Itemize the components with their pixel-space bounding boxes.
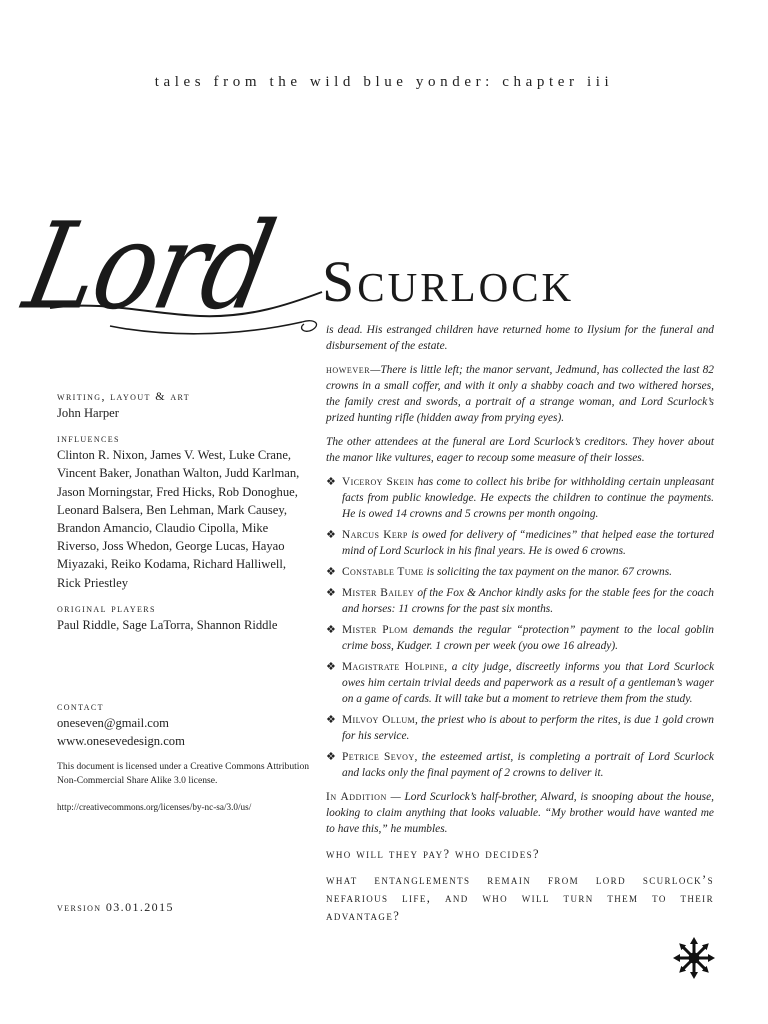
in-addition-text: — Lord Scurlock’s half-brother, Alward, is snooping about the house, looking to claim anything that looks valuable. “My brother would have wanted me to have this,” he mumbles. [326,791,714,835]
however-lead: however [326,364,371,376]
fleuron-icon: ❖ [326,566,336,578]
creditor-text: , the priest who is about to perform the rites, is due 1 gold crown for his service. [342,714,714,742]
contact-heading: contact [57,699,104,713]
list-item [326,585,714,617]
in-addition-lead: In Addition [326,791,387,803]
contact-section [57,698,317,817]
influences-body: Clinton R. Nixon, James V. West, Luke Crane, Vincent Baker, Jonathan Walton, Judd Karlman, Jason Morningstar, Fred Hicks, Rob Donoghue, Leonard Balsera, Ben Lehman, Mark Causey, Brandon Amancio, Claudio Cipolla, Mike Riverso, Joss Whedon, George Lucas, Hayao Miyazaki, Reiko Kodama, Richard Halliwell, Rick Priestley [57,448,300,590]
main-text [326,322,714,933]
fleuron-icon: ❖ [326,714,336,726]
chaos-star-icon [672,936,716,980]
list-item [326,749,714,781]
credits-column [57,388,307,642]
players-body: Paul Riddle, Sage LaTorra, Shannon Riddle [57,617,278,632]
license-link[interactable]: http://creativecommons.org/licenses/by-nc-sa/3.0/us/ [57,802,252,813]
influences-heading: influences [57,431,120,446]
creditor-name: Mister Bailey [342,587,415,599]
however-text: —There is little left; the manor servant, Jedmund, has collected the last 82 crowns in a small coffer, and with it only a shabby coach and two withered horses, the family crest and swords, a portrait of a strange woman, and Lord Scurlock’s prized hunting rifle (hidden away from prying eyes). [326,364,714,424]
however-paragraph [326,362,714,426]
creditor-text: is owed for delivery of “medicines” that helped ease the tortured mind of Lord Scurlock in his final years. He is owed 6 crowns. [342,529,714,557]
question-1: who will they pay? who decides? [326,847,540,861]
list-item [326,564,714,580]
fleuron-icon: ❖ [326,624,336,636]
creditor-name: Narcus Kerp [342,529,408,541]
list-item [326,622,714,654]
list-item [326,527,714,559]
question-2: what entanglements remain from lord scurlock’s nefarious life, and who will turn them to their advantage? [326,873,714,923]
writing-body: John Harper [57,406,119,420]
creditor-name: Magistrate Holpine [342,661,445,673]
license-text: This document is licensed under a Creative Commons Attribution Non-Commercial Share Alike 3.0 license. [57,761,310,787]
creditor-name: Milvoy Ollum [342,714,416,726]
fleuron-icon: ❖ [326,587,336,599]
creditor-text: , the esteemed artist, is completing a portrait of Lord Scurlock and lacks only the final payment of 2 crowns to deliver it. [342,751,714,779]
title-flourish-icon [40,270,340,350]
creditor-name: Mister Plom [342,624,408,636]
creditor-name: Petrice Sevoy [342,751,415,763]
writing-heading: writing, layout & art [57,389,191,403]
in-addition-paragraph [326,789,714,837]
fleuron-icon: ❖ [326,751,336,763]
creditor-list [326,474,714,781]
intro-paragraph: is dead. His estranged children have returned home to Ilysium for the funeral and disbursement of the estate. [326,324,714,352]
creditor-name: Constable Tume [342,566,424,578]
creditor-text: is soliciting the tax payment on the manor. 67 crowns. [423,566,672,578]
creditor-text: of the Fox & Anchor kindly asks for the stable fees for the coach and horses: 11 crowns for the past six months. [342,587,714,615]
players-heading: original players [57,600,156,615]
creditor-text: has come to collect his bribe for withholding certain unpleasant facts from public knowledge. He expects the children to continue the payments. He is owed 14 crowns and 5 crowns per month ongoing. [342,476,714,520]
creditor-text: , a city judge, discreetly informs you that Lord Scurlock owes him certain trivial deeds and paperwork as a result of a gentleman’s wager on a game of cards. It will take but a moment to retrieve them from the study. [342,661,715,705]
list-item [326,712,714,744]
list-item [326,659,714,707]
version-label: version 03.01.2015 [57,900,174,914]
creditor-name: Viceroy Skein [342,476,415,488]
list-item [326,474,714,522]
contact-email[interactable]: oneseven@gmail.com [57,716,169,730]
fleuron-icon: ❖ [326,661,336,673]
fleuron-icon: ❖ [326,476,336,488]
series-title: tales from the wild blue yonder: chapter iii [154,74,614,90]
creditor-text: demands the regular “protection” payment to the local goblin crime boss, Kudger. 1 crown per week (you owe 16 already). [342,624,714,652]
title-scurlock: Scurlock [322,249,575,314]
fleuron-icon: ❖ [326,529,336,541]
creditors-intro: The other attendees at the funeral are Lord Scurlock’s creditors. They hover about the manor like vultures, eager to recoup some measure of their losses. [326,436,714,464]
contact-website[interactable]: www.onesevedesign.com [57,734,185,749]
title-lord: Lord [14,196,284,337]
